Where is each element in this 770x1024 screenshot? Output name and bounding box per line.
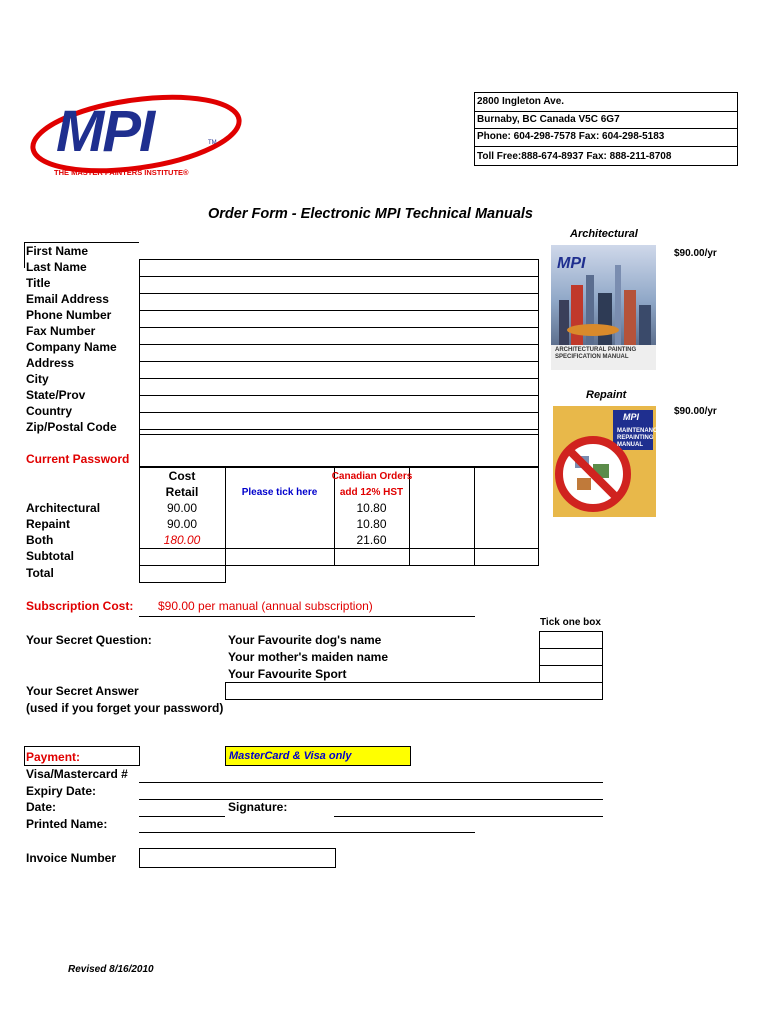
mpi-logo <box>24 92 240 182</box>
password-input[interactable] <box>140 435 538 466</box>
page-title: Order Form - Electronic MPI Technical Manuals <box>208 206 533 222</box>
label-subtotal: Subtotal <box>26 549 74 563</box>
header-tick-here: Please tick here <box>241 487 318 498</box>
subscription-label: Subscription Cost: <box>26 599 134 613</box>
label-phone: Phone Number <box>26 308 112 322</box>
architectural-price: $90.00/yr <box>674 248 717 259</box>
label-first-name: First Name <box>26 244 89 258</box>
secret-question-label: Your Secret Question: <box>26 633 152 647</box>
label-repaint: Repaint <box>26 517 71 531</box>
logo-text: MPI <box>56 99 154 164</box>
title-input[interactable] <box>140 277 538 293</box>
label-total: Total <box>26 566 54 580</box>
both-retail: 180.00 <box>163 533 201 547</box>
label-email: Email Address <box>26 292 109 306</box>
repaint-retail: 90.00 <box>166 517 198 531</box>
printed-name-label: Printed Name: <box>26 817 108 831</box>
payment-label: Payment: <box>26 750 81 764</box>
expiry-label: Expiry Date: <box>26 784 97 798</box>
label-city: City <box>26 372 49 386</box>
architectural-product-label: Architectural <box>570 228 638 240</box>
logo-tm: TM <box>208 140 217 146</box>
address-line-2: Burnaby, BC Canada V5C 6G7 <box>477 114 620 125</box>
invoice-label: Invoice Number <box>26 851 117 865</box>
label-last-name: Last Name <box>26 260 87 274</box>
no-sign-icon <box>553 406 662 517</box>
secret-option-maiden: Your mother's maiden name <box>228 650 389 664</box>
country-input[interactable] <box>140 413 538 429</box>
both-hst: 21.60 <box>356 533 387 547</box>
city-input[interactable] <box>140 379 538 395</box>
secret-answer-note: (used if you forget your password) <box>26 701 224 715</box>
label-country: Country <box>26 404 72 418</box>
printed-name-input[interactable] <box>139 832 475 833</box>
label-current-password: Current Password <box>26 452 130 466</box>
both-tick-box[interactable] <box>226 532 333 548</box>
fax-input[interactable] <box>140 328 538 344</box>
invoice-input[interactable] <box>139 848 336 868</box>
signature-input[interactable] <box>334 816 603 817</box>
repaint-cover-text: MAINTENANCE REPAINTING MANUAL <box>617 428 662 448</box>
secret-option-sport: Your Favourite Sport <box>228 667 347 681</box>
repaint-hst: 10.80 <box>356 517 387 531</box>
expiry-input[interactable] <box>139 799 603 800</box>
label-company: Company Name <box>26 340 117 354</box>
label-fax: Fax Number <box>26 324 96 338</box>
repaint-tick-box[interactable] <box>226 516 333 532</box>
secret-answer-label: Your Secret Answer <box>26 684 139 698</box>
first-name-input[interactable] <box>139 242 539 259</box>
address-line-1: 2800 Ingleton Ave. <box>477 96 565 107</box>
repaint-product-label: Repaint <box>586 389 627 401</box>
architectural-cover-logo: MPI <box>557 255 586 272</box>
address-input[interactable] <box>140 362 538 378</box>
architectural-hst: 10.80 <box>356 501 387 515</box>
repaint-manual-cover <box>553 406 662 517</box>
label-zip: Zip/Postal Code <box>26 420 117 434</box>
repaint-cover-logo: MPI <box>623 412 640 422</box>
card-number-input[interactable] <box>139 782 603 783</box>
logo-tagline: THE MASTER PAINTERS INSTITUTE® <box>54 168 189 177</box>
header-canadian-orders: Canadian Orders <box>331 471 413 482</box>
repaint-price: $90.00/yr <box>674 406 717 417</box>
date-label: Date: <box>26 800 57 814</box>
subscription-value: $90.00 per manual (annual subscription) <box>158 599 373 613</box>
card-number-label: Visa/Mastercard # <box>26 767 128 781</box>
address-line-4: Toll Free:888-674-8937 Fax: 888-211-8708 <box>477 151 672 162</box>
phone-input[interactable] <box>140 311 538 327</box>
architectural-cover-text: ARCHITECTURAL PAINTING SPECIFICATION MANUAL <box>555 347 637 360</box>
architectural-manual-cover <box>551 245 656 370</box>
label-state: State/Prov <box>26 388 86 402</box>
header-retail: Retail <box>165 485 199 499</box>
cards-accepted-text: MasterCard & Visa only <box>229 750 352 762</box>
address-line-3: Phone: 604-298-7578 Fax: 604-298-5183 <box>477 131 665 142</box>
date-input[interactable] <box>139 816 225 817</box>
label-title: Title <box>26 276 51 290</box>
secret-answer-input[interactable] <box>225 682 603 700</box>
revised-date: Revised 8/16/2010 <box>68 964 154 975</box>
architectural-tick-box[interactable] <box>226 500 333 516</box>
tick-one-box-label: Tick one box <box>540 617 601 628</box>
label-address: Address <box>26 356 75 370</box>
secret-option-maiden-checkbox[interactable] <box>539 648 603 666</box>
header-hst: add 12% HST <box>339 487 404 498</box>
label-architectural: Architectural <box>26 501 101 515</box>
secret-option-dog: Your Favourite dog's name <box>228 633 382 647</box>
state-input[interactable] <box>140 396 538 412</box>
secret-option-sport-checkbox[interactable] <box>539 665 603 683</box>
secret-option-dog-checkbox[interactable] <box>539 631 603 649</box>
header-cost: Cost <box>168 469 196 483</box>
label-both: Both <box>26 533 54 547</box>
architectural-retail: 90.00 <box>166 501 198 515</box>
last-name-input[interactable] <box>140 260 538 276</box>
signature-label: Signature: <box>228 800 288 814</box>
company-input[interactable] <box>140 345 538 361</box>
total-input[interactable] <box>139 565 226 583</box>
email-input[interactable] <box>140 294 538 310</box>
